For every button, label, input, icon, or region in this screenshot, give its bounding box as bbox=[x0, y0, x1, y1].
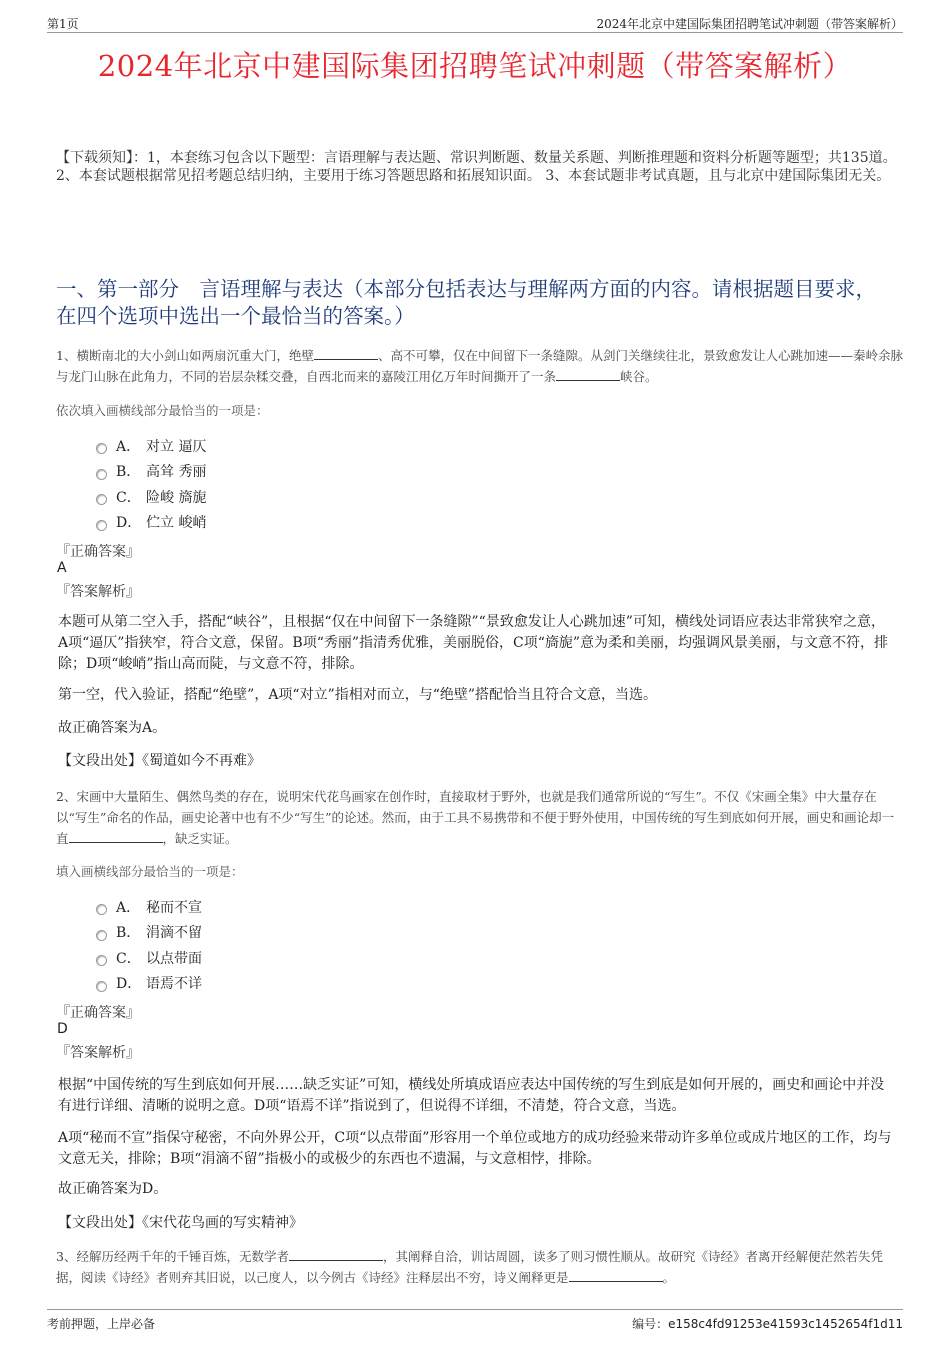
question-2-text-a: 2、宋画中大量陌生、偶然鸟类的存在，说明宋代花鸟画家在创作时，直接取材于野外，也就是我们通常所说的“写生”。不仅《宋画全集》中大量存在以“写生”命名的作品，画史论著中也有不少“写生”的论述。然而，由于工具不易携带和不便于野外使用，中国传统的写生到底如何开展，画史和画论却一直 bbox=[56, 789, 895, 846]
radio-icon[interactable] bbox=[96, 469, 107, 480]
source-citation: 【文段出处】《宋代花鸟画的写实精神》 bbox=[58, 1215, 303, 1231]
radio-icon[interactable] bbox=[96, 904, 107, 915]
header-doc-title: 2024年北京中建国际集团招聘笔试冲刺题（带答案解析） bbox=[596, 17, 903, 31]
option-d[interactable]: D． 语焉不详 bbox=[96, 971, 202, 997]
option-b[interactable]: B． 高耸 秀丽 bbox=[96, 459, 206, 485]
section-heading: 一、第一部分 言语理解与表达（本部分包括表达与理解两方面的内容。请根据题目要求，在四个选项中选出一个最恰当的答案。） bbox=[56, 277, 876, 328]
document-title: 2024年北京中建国际集团招聘笔试冲刺题（带答案解析） bbox=[97, 49, 853, 83]
question-1-instruction: 依次填入画横线部分最恰当的一项是： bbox=[56, 403, 269, 418]
correct-answer-label: 『正确答案』 bbox=[56, 544, 140, 560]
radio-icon[interactable] bbox=[96, 981, 107, 992]
question-1-text-b: 、高不可攀，仅在中间留下一条缝隙。从剑门关继续往北，景致愈发让人心跳加速——秦岭余脉与龙门山脉在此角力，不同的岩层杂糅交叠，自西北而来的嘉陵江用亿万年时间撕开了一条 bbox=[56, 348, 903, 384]
question-3-text-c: 。 bbox=[662, 1270, 676, 1285]
analysis-conclusion: 故正确答案为D。 bbox=[58, 1181, 168, 1197]
question-1-blank-1 bbox=[314, 347, 378, 360]
option-c[interactable]: C． 以点带面 bbox=[96, 945, 202, 971]
question-1-text-c: 峡谷。 bbox=[620, 369, 658, 384]
source-citation: 【文段出处】《蜀道如今不再难》 bbox=[58, 753, 261, 769]
question-3-stem bbox=[56, 1246, 904, 1288]
radio-icon[interactable] bbox=[96, 494, 107, 505]
question-1-blank-2 bbox=[556, 368, 620, 381]
radio-icon[interactable] bbox=[96, 443, 107, 454]
footer-code bbox=[632, 1315, 903, 1332]
question-1-text-a: 1、横断南北的大小剑山如两扇沉重大门，绝壁 bbox=[56, 348, 314, 363]
option-c[interactable]: C． 险峻 旖旎 bbox=[96, 484, 206, 510]
question-2-options bbox=[96, 894, 202, 996]
option-a[interactable]: A． 对立 逼仄 bbox=[96, 433, 206, 459]
radio-icon[interactable] bbox=[96, 930, 107, 941]
page-footer bbox=[47, 1309, 903, 1332]
analysis-label: 『答案解析』 bbox=[56, 1045, 140, 1061]
question-3-blank-1 bbox=[289, 1248, 383, 1261]
option-b[interactable]: B． 涓滴不留 bbox=[96, 920, 202, 946]
radio-icon[interactable] bbox=[96, 520, 107, 531]
question-1-options bbox=[96, 433, 206, 535]
correct-answer-value: D bbox=[57, 1021, 68, 1037]
analysis-label: 『答案解析』 bbox=[56, 584, 140, 600]
radio-icon[interactable] bbox=[96, 955, 107, 966]
download-notice: 【下载须知】：1，本套练习包含以下题型：言语理解与表达题、常识判断题、数量关系题、判断推理题和资料分析题等题型；共135道。 2、本套试题根据常见招考题总结归纳，主要用于练习答题思路和拓展知识面。 3、本套试题非考试真题，且与北京中建国际集团无关。 bbox=[56, 150, 897, 184]
question-3-text-a: 3、经解历经两千年的千锤百炼，无数学者 bbox=[56, 1249, 289, 1264]
analysis-paragraph: 根据“中国传统的写生到底如何开展……缺乏实证”可知，横线处所填成语应表达中国传统的写生到底是如何开展的，画史和画论中并没有进行详细、清晰的说明之意。D项“语焉不详”指说到了，但说得不详细，不清楚，符合文意，当选。 bbox=[58, 1077, 885, 1114]
question-1-stem bbox=[56, 345, 904, 387]
footer-code-value: e158c4fd91253e41593c1452654f1d11 bbox=[668, 1317, 903, 1331]
footer-code-label: 编号： bbox=[632, 1317, 669, 1331]
question-2-text-b: ，缺乏实证。 bbox=[162, 831, 238, 846]
question-2-blank bbox=[69, 830, 163, 843]
analysis-conclusion: 故正确答案为A。 bbox=[58, 720, 167, 736]
footer-slogan: 考前押题，上岸必备 bbox=[47, 1317, 156, 1331]
page-header bbox=[47, 12, 903, 33]
page-number: 第1页 bbox=[47, 17, 79, 31]
analysis-paragraph: 本题可从第二空入手，搭配“峡谷”，且根据“仅在中间留下一条缝隙”“景致愈发让人心跳加速”可知，横线处词语应表达非常狭窄之意，A项“逼仄”指狭窄，符合文意，保留。B项“秀丽”指清秀优雅，美丽脱俗，C项“旖旎”意为柔和美丽，均强调风景美丽，与文意不符，排除；D项“峻峭”指山高而陡，与文意不符，排除。 bbox=[58, 614, 889, 672]
question-3-text-b: ，其阐释自洽，训诂周圆，读多了则习惯性顺从。故研究《诗经》者离开经解便茫然若失凭据，阅读《诗经》者则弃其旧说，以己度人，以今例古《诗经》注释层出不穷，诗义阐释更是 bbox=[56, 1249, 883, 1285]
analysis-paragraph: 第一空，代入验证，搭配“绝壁”，A项“对立”指相对而立，与“绝壁”搭配恰当且符合文意，当选。 bbox=[58, 687, 658, 703]
correct-answer-value: A bbox=[57, 560, 67, 576]
question-3-blank-2 bbox=[569, 1269, 663, 1282]
question-2-instruction: 填入画横线部分最恰当的一项是： bbox=[56, 864, 244, 879]
option-a[interactable]: A． 秘而不宣 bbox=[96, 894, 202, 920]
correct-answer-label: 『正确答案』 bbox=[56, 1005, 140, 1021]
option-d[interactable]: D． 伫立 峻峭 bbox=[96, 510, 206, 536]
analysis-paragraph: A项“秘而不宣”指保守秘密，不向外界公开，C项“以点带面”形容用一个单位或地方的成功经验来带动许多单位或成片地区的工作，均与文意无关，排除；B项“涓滴不留”指极小的或极少的东西也不遗漏，与文意相悖，排除。 bbox=[58, 1130, 892, 1167]
question-2-stem bbox=[56, 786, 904, 849]
